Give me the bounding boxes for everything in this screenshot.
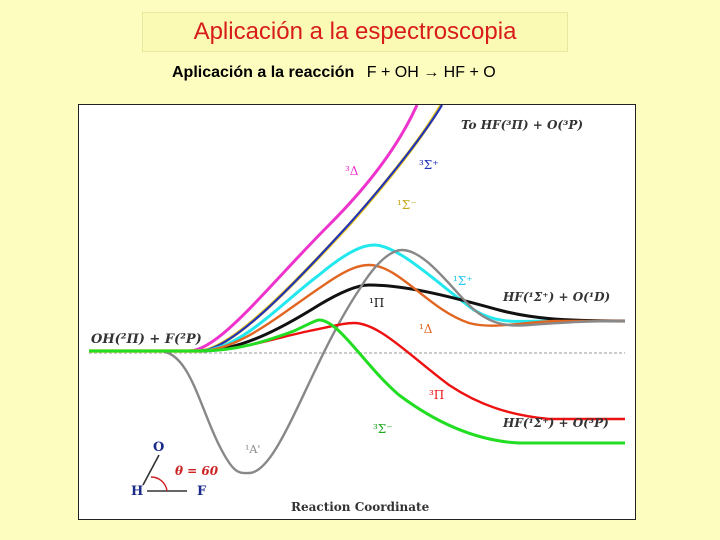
curve-3-delta <box>89 105 417 351</box>
curve-1-sigma-minus <box>89 105 441 351</box>
label-1-pi: ¹Π <box>369 296 385 310</box>
potential-energy-diagram <box>79 105 635 519</box>
reaction-products: HF + O <box>443 64 496 81</box>
label-1a-prime: ¹A' <box>245 443 261 456</box>
inset-angle-label: θ = 60 <box>175 464 219 478</box>
curve-3-sigma-plus <box>89 105 442 351</box>
geometry-inset <box>131 440 219 499</box>
label-1-sigma-plus: ¹Σ⁺ <box>453 274 473 288</box>
title-box <box>142 12 568 52</box>
label-1-delta: ¹Δ <box>419 322 433 336</box>
label-3-sigma-minus: ³Σ⁻ <box>373 422 393 436</box>
curve-1a-prime <box>89 250 625 473</box>
product-label-top: To HF(³Π) + O(³P) <box>461 118 584 132</box>
label-1-sigma-minus: ¹Σ⁻ <box>397 198 417 212</box>
product-label-low: HF(¹Σ⁺) + O(³P) <box>503 416 609 430</box>
label-3-pi: ³Π <box>429 388 445 402</box>
inset-angle-arc <box>151 477 167 491</box>
x-axis-label: Reaction Coordinate <box>291 500 430 514</box>
diagram-panel <box>78 104 636 520</box>
reactant-label: OH(²Π) + F(²P) <box>91 332 202 347</box>
subtitle-lead: Aplicación a la reacción <box>172 64 355 81</box>
page-title: Aplicación a la espectroscopia <box>193 18 517 45</box>
label-3-delta: ³Δ <box>345 164 359 178</box>
inset-atom-f: F <box>197 484 207 499</box>
arrow-icon: → <box>423 64 444 81</box>
subtitle <box>172 64 496 82</box>
product-label-mid: HF(¹Σ⁺) + O(¹D) <box>503 290 611 304</box>
inset-bond-oh <box>143 455 159 485</box>
reaction-reactants: F + OH <box>366 64 419 81</box>
inset-atom-h: H <box>131 484 144 499</box>
label-3-sigma-plus: ³Σ⁺ <box>419 158 439 172</box>
inset-atom-o: O <box>153 440 165 455</box>
